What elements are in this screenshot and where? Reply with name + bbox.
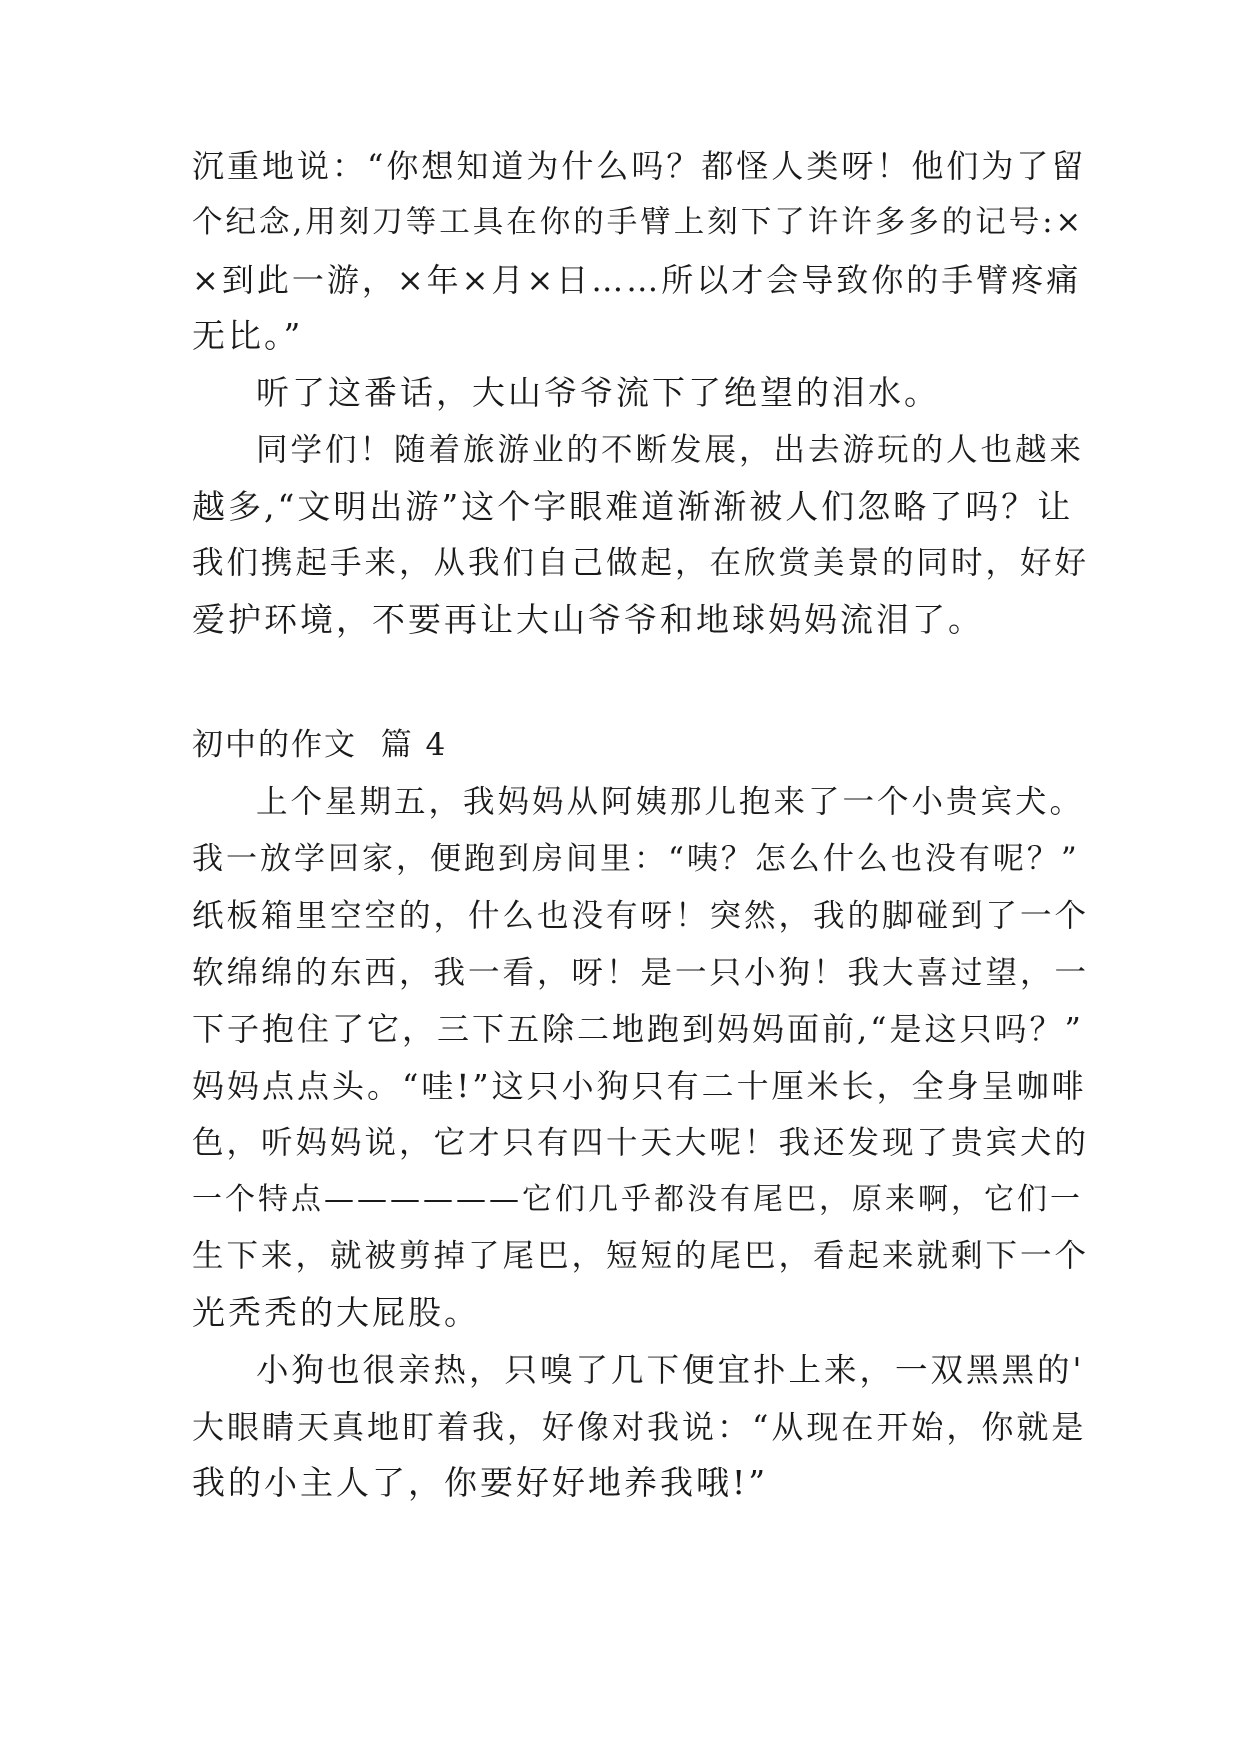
paragraph-line: 听了这番话，大山爷爷流下了绝望的泪水。 [256, 373, 940, 412]
paragraph-line: 纸板箱里空空的，什么也没有呀！突然，我的脚碰到了一个 [192, 898, 1090, 934]
paragraph-line: 同学们！随着旅游业的不断发展，出去游玩的人也越来 [256, 432, 1085, 468]
paragraph-line: 大眼睛天真地盯着我，好像对我说：“从现在开始，你就是 [192, 1408, 1087, 1446]
paragraph-line: 爱护环境，不要再让大山爷爷和地球妈妈流泪了。 [192, 600, 984, 639]
paragraph-line: 软绵绵的东西，我一看，呀！是一只小狗！我大喜过望，一 [192, 955, 1090, 991]
paragraph-line: 越多,“文明出游”这个字眼难道渐渐被人们忽略了吗？让 [192, 487, 1074, 526]
paragraph-line: 生下来，就被剪掉了尾巴，短短的尾巴，看起来就剩下一个 [192, 1238, 1090, 1274]
paragraph-line: 色，听妈妈说，它才只有四十天大呢！我还发现了贵宾犬的 [192, 1125, 1090, 1161]
paragraph-line: ×到此一游，×年×月×日……所以才会导致你的手臂疼痛 [192, 261, 1082, 299]
paragraph-line: 小狗也很亲热，只嗅了几下便宜扑上来，一双黑黑的' [256, 1351, 1085, 1389]
paragraph-line: 沉重地说：“你想知道为什么吗？都怪人类呀！他们为了留 [192, 147, 1087, 185]
paragraph-line: 我一放学回家，便跑到房间里：“咦？怎么什么也没有呢？” [192, 841, 1080, 877]
paragraph-line: 我的小主人了，你要好好地养我哦!” [192, 1463, 769, 1502]
essay-heading: 初中的作文 篇 4 [192, 727, 448, 763]
paragraph-line: 光秃秃的大屁股。 [192, 1293, 480, 1332]
paragraph-line: 妈妈点点头。“哇!”这只小狗只有二十厘米长，全身呈咖啡 [192, 1067, 1087, 1105]
paragraph-line: 上个星期五，我妈妈从阿姨那儿抱来了一个小贵宾犬。 [256, 784, 1085, 820]
paragraph-line: 一个特点——————它们几乎都没有尾巴，原来啊，它们一 [192, 1182, 1083, 1217]
paragraph-line: 下子抱住了它，三下五除二地跑到妈妈面前,“是这只吗？” [192, 1010, 1084, 1048]
paragraph-line: 无比。” [192, 316, 304, 355]
paragraph-line: 个纪念,用刻刀等工具在你的手臂上刻下了许许多多的记号:× [192, 205, 1085, 240]
paragraph-line: 我们携起手来，从我们自己做起，在欣赏美景的同时，好好 [192, 545, 1090, 581]
